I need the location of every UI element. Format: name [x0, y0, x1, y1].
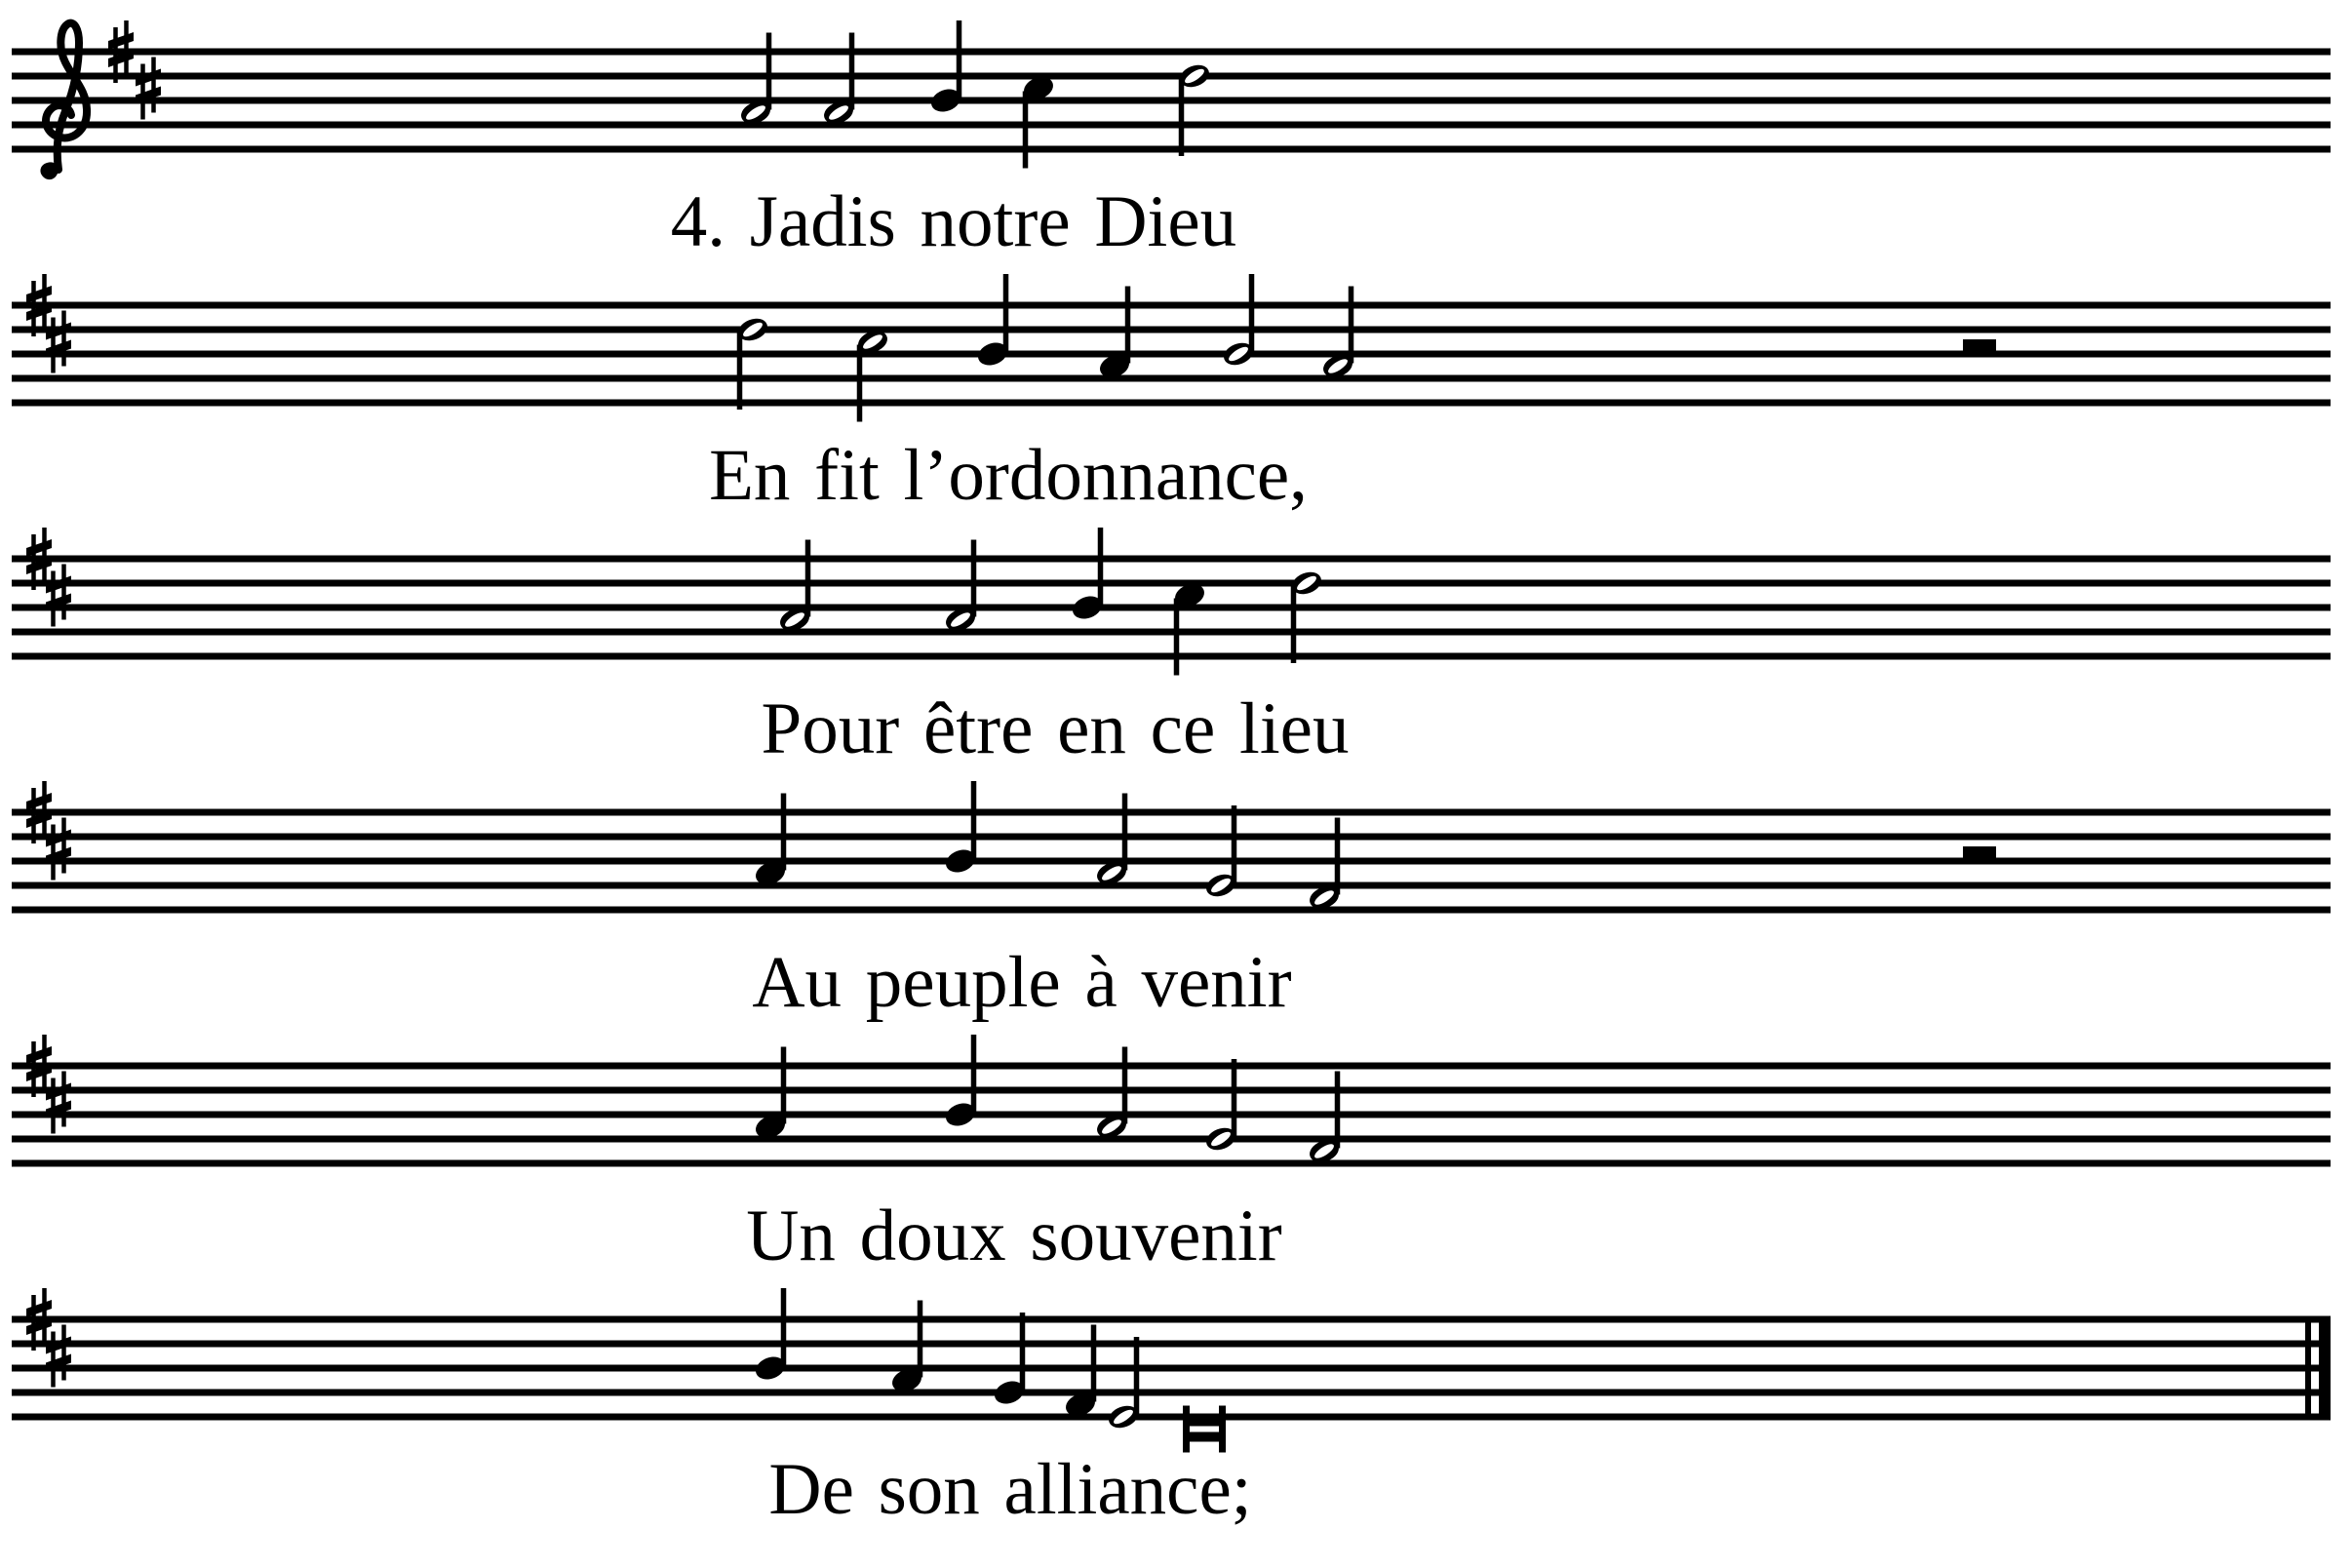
key-signature-sharp-icon [46, 1325, 71, 1388]
half-rest [1963, 339, 1996, 351]
lyric-line-2: En fit l’ordonnance, [709, 435, 1308, 516]
barline-thick [2319, 1316, 2331, 1421]
key-signature-sharp-icon [46, 1072, 71, 1134]
staff-6 [12, 1288, 2331, 1453]
lyric-line-4: Au peuple à venir [752, 942, 1292, 1023]
key-signature-sharp-icon [46, 818, 71, 881]
key-signature-sharp-icon [136, 58, 161, 120]
staff-2 [12, 274, 2331, 422]
key-signature-sharp-icon [46, 565, 71, 627]
lyric-line-1: 4. Jadis notre Dieu [670, 181, 1237, 262]
staff-4 [12, 781, 2331, 913]
staff-3 [12, 528, 2331, 676]
lyric-line-6: De son alliance; [768, 1449, 1252, 1530]
key-signature-sharp-icon [46, 311, 71, 373]
staff-1 [12, 20, 2331, 179]
staff-5 [12, 1035, 2331, 1166]
lyric-line-3: Pour être en ce lieu [761, 688, 1350, 769]
note-d4-breve [1183, 1406, 1226, 1453]
lyrics-group [671, 181, 1350, 1530]
half-rest [1963, 846, 1996, 858]
barline-thin [2305, 1316, 2311, 1421]
lyric-line-5: Un doux souvenir [746, 1196, 1282, 1276]
